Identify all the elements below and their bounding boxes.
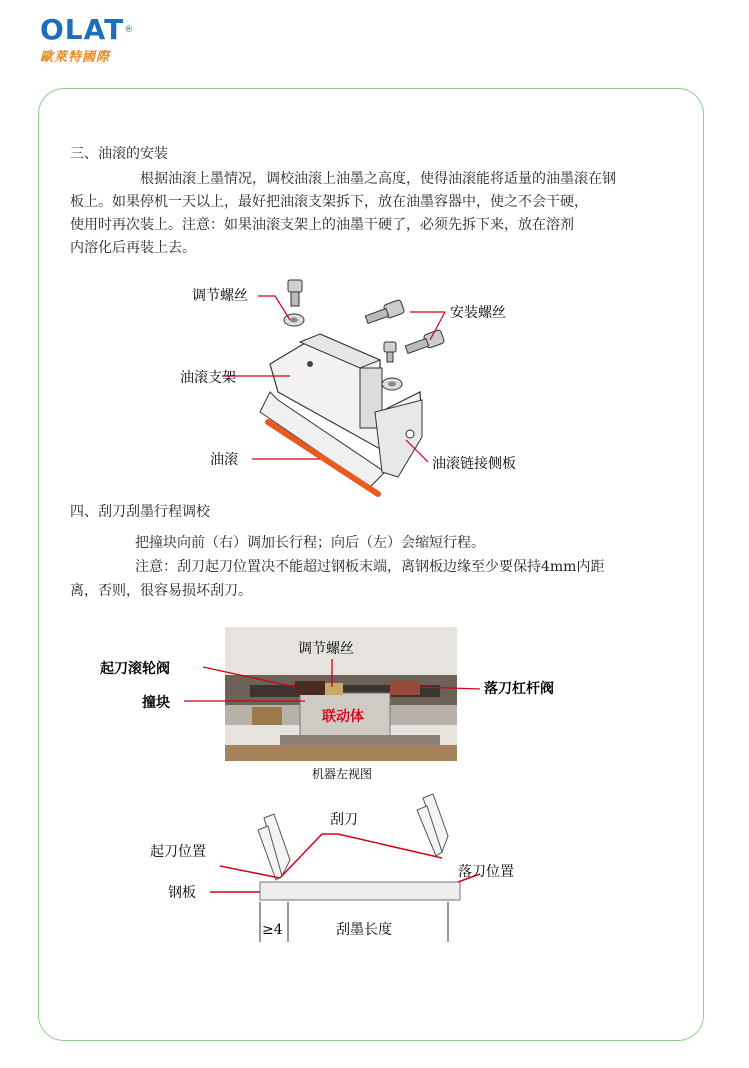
- label-start-valve: 起刀滚轮阀: [100, 661, 170, 677]
- machine-left-view-photo: [100, 625, 580, 785]
- registered-mark: ®: [124, 25, 135, 35]
- adjust-screw-icon: [288, 280, 302, 306]
- photo-caption: 机器左视图: [312, 767, 373, 781]
- label-drop-pos: 落刀位置: [458, 864, 514, 880]
- blade-start-icon: [258, 814, 290, 880]
- section4-line-1: 把撞块向前（右）调加长行程；向后（左）会缩短行程。: [135, 535, 485, 551]
- section4-title: 四、刮刀刮墨行程调校: [70, 504, 210, 520]
- roller-bracket-diagram: [170, 272, 570, 512]
- side-plate-shape: [375, 400, 422, 477]
- bracket-nut-icon: [382, 378, 402, 390]
- label-blade: 刮刀: [330, 812, 358, 828]
- label-stopper: 撞块: [142, 695, 170, 711]
- section3-line-1: 根据油滚上墨情况，调校油滚上油墨之高度，使得油滚能将适量的油墨滚在钢: [140, 171, 616, 187]
- label-start-pos: 起刀位置: [150, 844, 206, 860]
- section3-title: 三、油滚的安装: [70, 146, 168, 162]
- label-roller-bracket: 油滚支架: [180, 370, 236, 386]
- photo-bottom-panel: [225, 745, 457, 761]
- section3-line-2: 板上。如果停机一天以上，最好把油滚支架拆下，放在油墨容器中，使之不会干硬，: [70, 194, 588, 210]
- stroke-diagram: [140, 790, 514, 960]
- label-steel-plate: 钢板: [168, 885, 196, 901]
- section4-line-3: 离，否则，很容易损坏刮刀。: [70, 583, 252, 599]
- label-min-gap: ≥4: [262, 922, 283, 938]
- photo-shaft-end: [252, 707, 282, 725]
- blade-end-icon: [417, 794, 448, 856]
- photo-adjust-screw: [325, 683, 343, 695]
- label-photo-adjust-screw: 调节螺丝: [298, 641, 354, 657]
- label-install-screw: 安装螺丝: [450, 305, 506, 321]
- label-roller: 油滚: [210, 452, 238, 468]
- section3-line-4: 内溶化后再装上去。: [70, 240, 196, 256]
- brand-name: OLAT®: [40, 13, 135, 46]
- install-screw-icon: [365, 299, 405, 323]
- photo-start-valve: [295, 681, 325, 695]
- section3-line-3: 使用时再次装上。注意：如果油滚支架上的油墨干硬了，必须先拆下来，放在溶剂: [70, 217, 574, 233]
- brand-logo: [40, 13, 170, 68]
- steel-plate-shape: [260, 882, 460, 900]
- label-adjust-screw: 调节螺丝: [192, 288, 248, 304]
- label-stroke-length: 刮墨长度: [336, 922, 392, 938]
- label-side-plate: 油滚链接侧板: [432, 456, 516, 472]
- bracket-hole: [307, 361, 313, 367]
- section4-line-2: 注意：刮刀起刀位置决不能超过钢板末端，离钢板边缘至少要保持4mm内距: [135, 559, 605, 575]
- photo-drop-valve: [390, 681, 420, 695]
- adjust-screw-icon: [384, 342, 396, 362]
- side-plate-hole: [406, 430, 414, 438]
- brand-subtitle: 歐萊特國際: [40, 50, 111, 65]
- label-linkage: 联动体: [322, 709, 364, 725]
- install-screw-icon: [405, 329, 445, 353]
- label-drop-valve: 落刀杠杆阀: [484, 681, 554, 697]
